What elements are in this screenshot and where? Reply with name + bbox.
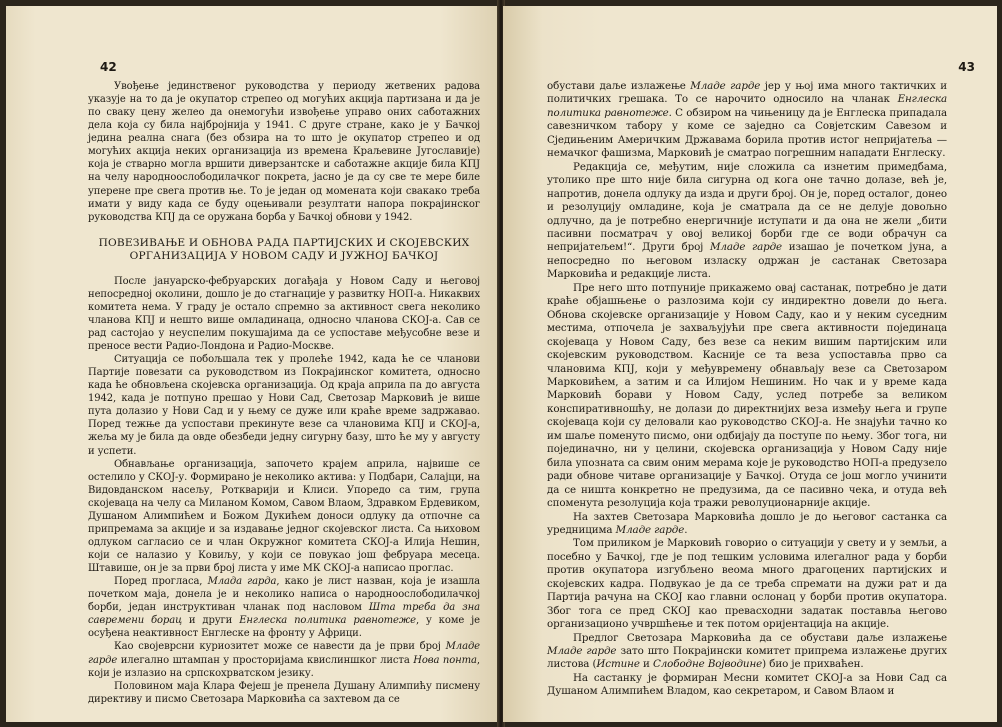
paragraph: Ситуација се побољшала тек у пролеће 1942, када ће се чланови Партије повезати са руководством из Покрајинског комитета, односно када ће обновљена скојевска организација. Од краја априла па до августа 1942, када је потпуно прешао у Нови Сад, Светозар Марковић је више пута долазио у Нови Сад и у њему се дуже или краће време задржавао. Поред тежње да успостави прекинуте везе са члановима КПЈ и СКОЈ-а, жеља му је била да овде обезбеди једну сигурну базу, што ће му у августу и успети. (88, 354, 480, 457)
text-run: Као својеврсни куриозитет може се навести да је први број (114, 641, 446, 653)
text-run: јер у њој има много тактичких и политичких грешака. То се нарочито односило на чланак (547, 80, 947, 106)
italic-title: Енглеска политика равнотеже (547, 93, 947, 119)
paragraph: Увођење јединственог руководства у периоду жетвених радова указује на то да је окупатор стрепео од могућих акција партизана и да је по сваку цену желео да онемогући извођење управо оних саботажних дела која су била најбројнија у 1941. С друге стране, како је у Бачкој једина реална снага (без обзира на то што је окупатор стрепео и од могућих акција неких организација из времена Краљевине Југославије) која је стварно могла вршити диверзантске и саботажне акције била КПЈ на челу народноослободилачког покрета, јасно је да су све те мере биле уперене пре свега против ње. То је један од момената који свакако треба имати у виду када се буду оцењивали резултати напора покрајинског руководства КПЈ да се оружана борба у Бачкој обнови у 1942. (88, 81, 480, 223)
text-run: зато што Покрајински комитет припрема излажење других листова ( (547, 645, 948, 671)
text-run: и други (181, 615, 240, 627)
italic-title: Слободне Војводине (652, 658, 763, 671)
paragraph (547, 632, 947, 672)
paragraph (547, 80, 947, 161)
text-run: илегално штампан у просторијама квислиншког листа (117, 654, 414, 666)
page-number: 42 (100, 60, 117, 74)
italic-title: Истине (596, 658, 640, 671)
paragraph: Половином маја Клара Фејеш је пренела Душану Алимпићу писмену директиву и писмо Светозара Марковића са захтевом да се (88, 680, 480, 705)
text-run: и (639, 658, 653, 671)
text-run: , који је излазио на српскохрватском језику. (88, 654, 480, 679)
italic-title: Младе гарде (690, 80, 761, 92)
paragraph: На састанку је формиран Месни комитет СКОЈ-а за Нови Сад са Душаном Алимпићем Владом, као секретаром, и Савом Влаом и (547, 671, 947, 698)
italic-title: Енглеска политика равнотеже (239, 615, 416, 627)
italic-title: Младе гарде (547, 645, 617, 658)
paragraph (547, 161, 947, 282)
left-page (6, 6, 499, 722)
paragraph: Том приликом је Марковић говорио о ситуацији у свету и у земљи, а посебно у Бачкој, где је под тешким условима илегалног рада у борби против окупатора изгубљено веома много драгоцених партијских и скојевских кадра. Подвукао је да се треба спремати на дужи рат и да Партија рачуна на СКОЈ као главни ослонац у борби против окупатора. Због тога се пред СКОЈ као превасходни задатак поставља његово организационо учвршћење и тек потом оријентација на акције. (547, 537, 947, 631)
right-page-text (547, 80, 947, 699)
text-run: . (684, 523, 688, 536)
italic-title: Младе гарде (615, 523, 685, 536)
heading-line: ПОВЕЗИВАЊЕ И ОБНОВА РАДА ПАРТИЈСКИХ И СКОЈЕВСКИХ (98, 236, 470, 249)
section-heading (88, 237, 480, 263)
paragraph: Пре него што потпуније прикажемо овај састанак, потребно је дати краће објашњење о разлозима који су индиректно довели до њега. Обнова скојевске организације у Новом Саду, као и у неким суседним местима, отпочела је захваљујући пре свега активности појединаца скојеваца у Новом Саду, без везе са неким вишим партијским или скојевским руководством. Касније се та веза успоставља прво са члановима КПЈ, који у међувремену обнављају везе са Светозаром Марковићем, а затим и са Илијом Нешиним. Но чак и у време када Марковић борави у Новом Саду, услед потребе за великом конспиративношћу, не долази до директнијих веза између њега и групе скојеваца који су деловали као руководство СКОЈ-а. Не знајући тачно ко им шаље поменуто писмо, они одбијају да поступе по њему. Због тога, ни појединачно, ни у целини, скојевска организација у Новом Саду није била упозната са свим оним мерама које је руководство НОП-а предузело ради обнове читаве организације у Бачкој. Отуда се још могло учинити да се ништа конкретно не предузима, да се пасивно чека, и отуда већ споменута резолуција која тражи револуционарније акције. (547, 281, 947, 510)
text-run: изашао је почетком јуна, а непосредно по његовом изласку одржан је састанак Светозара Марковића и редакције листа. (547, 241, 948, 281)
text-run: Поред прогласа, (114, 576, 208, 588)
text-run: На захтев Светозара Марковића дошло је до његовог састанка са уредницима (547, 510, 947, 536)
paragraph (547, 511, 947, 538)
text-run: , како је лист назван, која је изашла почетком маја, донела је и неколико написа о народноослободилачкој борби, један инструктиван чланак под насловом (88, 576, 480, 614)
text-run: Редакција се, међутим, није сложила са изнетим примедбама, утолико пре што није била сигурна од кога оне тачно долазе, већ је, напротив, донела одлуку да изда и други број. Он је, поред осталог, донео и резолуцију омладине, која је сматрала да се не делује довољно одлучно, да је потребно енергичније иступати и да она не жели „бити пасивни посматрач у овој великој борби где се води обрачун са непријатељем!“. Други број (547, 160, 947, 254)
text-run: ) био је прихваћен. (762, 658, 864, 671)
text-run: обустави даље излажење (547, 80, 691, 92)
page-number: 43 (958, 60, 975, 74)
italic-title: Нова понта (413, 654, 477, 666)
paragraph: После јануарско-фебруарских догађаја у Новом Саду и његовој непосредној околини, дошло је до стагнације у развитку НОП-а. Никаквих комитета нема. У граду је остало спремно за активност свега неколико чланова КПЈ и нешто више омладинаца, односно чланова СКОЈ-а. Сав се рад састојао у неуспелим покушајима да се успоставе међусобне везе и преносе вести Радио-Лондона и Радио-Москве. (88, 275, 480, 352)
paragraph: Обнављање организација, започето крајем априла, највише се остелило у СКОЈ-у. Формирано је неколико актива: у Подбари, Салајци, на Видовданском насељу, Роткварији и Клиси. Упоредо са тим, група скојеваца на челу са Миланом Комом, Савом Влаом, Здравком Ердевиком, Душаном Алимпићем и Божом Дукићем доноси одлуку да отпочне са припремама за акције и за издавање једног скојевског листа. Са њиховом одлуком сагласио се и члан Окружног комитета СКОЈ-а Илија Нешин, који се налазио у Ковиљу, у који се повукао још фебруара месеца. Штавише, он је за први број листа у име МК СКОЈ-а написао проглас. (88, 458, 480, 575)
text-run: . С обзиром на чињеницу да је Енглеска припадала савезничком табору у коме се заједно са Совјетским Савезом и Сједињеним Америчким Државама борила против истог непријатеља — немачког фашизма, Марковић је сматрао погрешним нападати Енглеску. (547, 106, 947, 160)
paragraph (88, 575, 480, 640)
heading-line: ОРГАНИЗАЦИЈА У НОВОМ САДУ И ЈУЖНОЈ БАЧКОЈ (129, 249, 439, 262)
text-run: , у коме је осуђена неактивност Енглеске на фронту у Африци. (88, 615, 480, 640)
italic-title: Младе гарде (88, 641, 480, 666)
italic-title: Младе гарде (709, 241, 783, 254)
right-page (503, 6, 997, 722)
left-page-text (88, 80, 480, 706)
paragraph (88, 640, 480, 679)
italic-title: Млада гарда (207, 576, 277, 588)
italic-title: Шта треба да зна савремени борац (88, 602, 480, 627)
text-run: Предлог Светозара Марковића да се обустави даље излажење (573, 631, 947, 644)
